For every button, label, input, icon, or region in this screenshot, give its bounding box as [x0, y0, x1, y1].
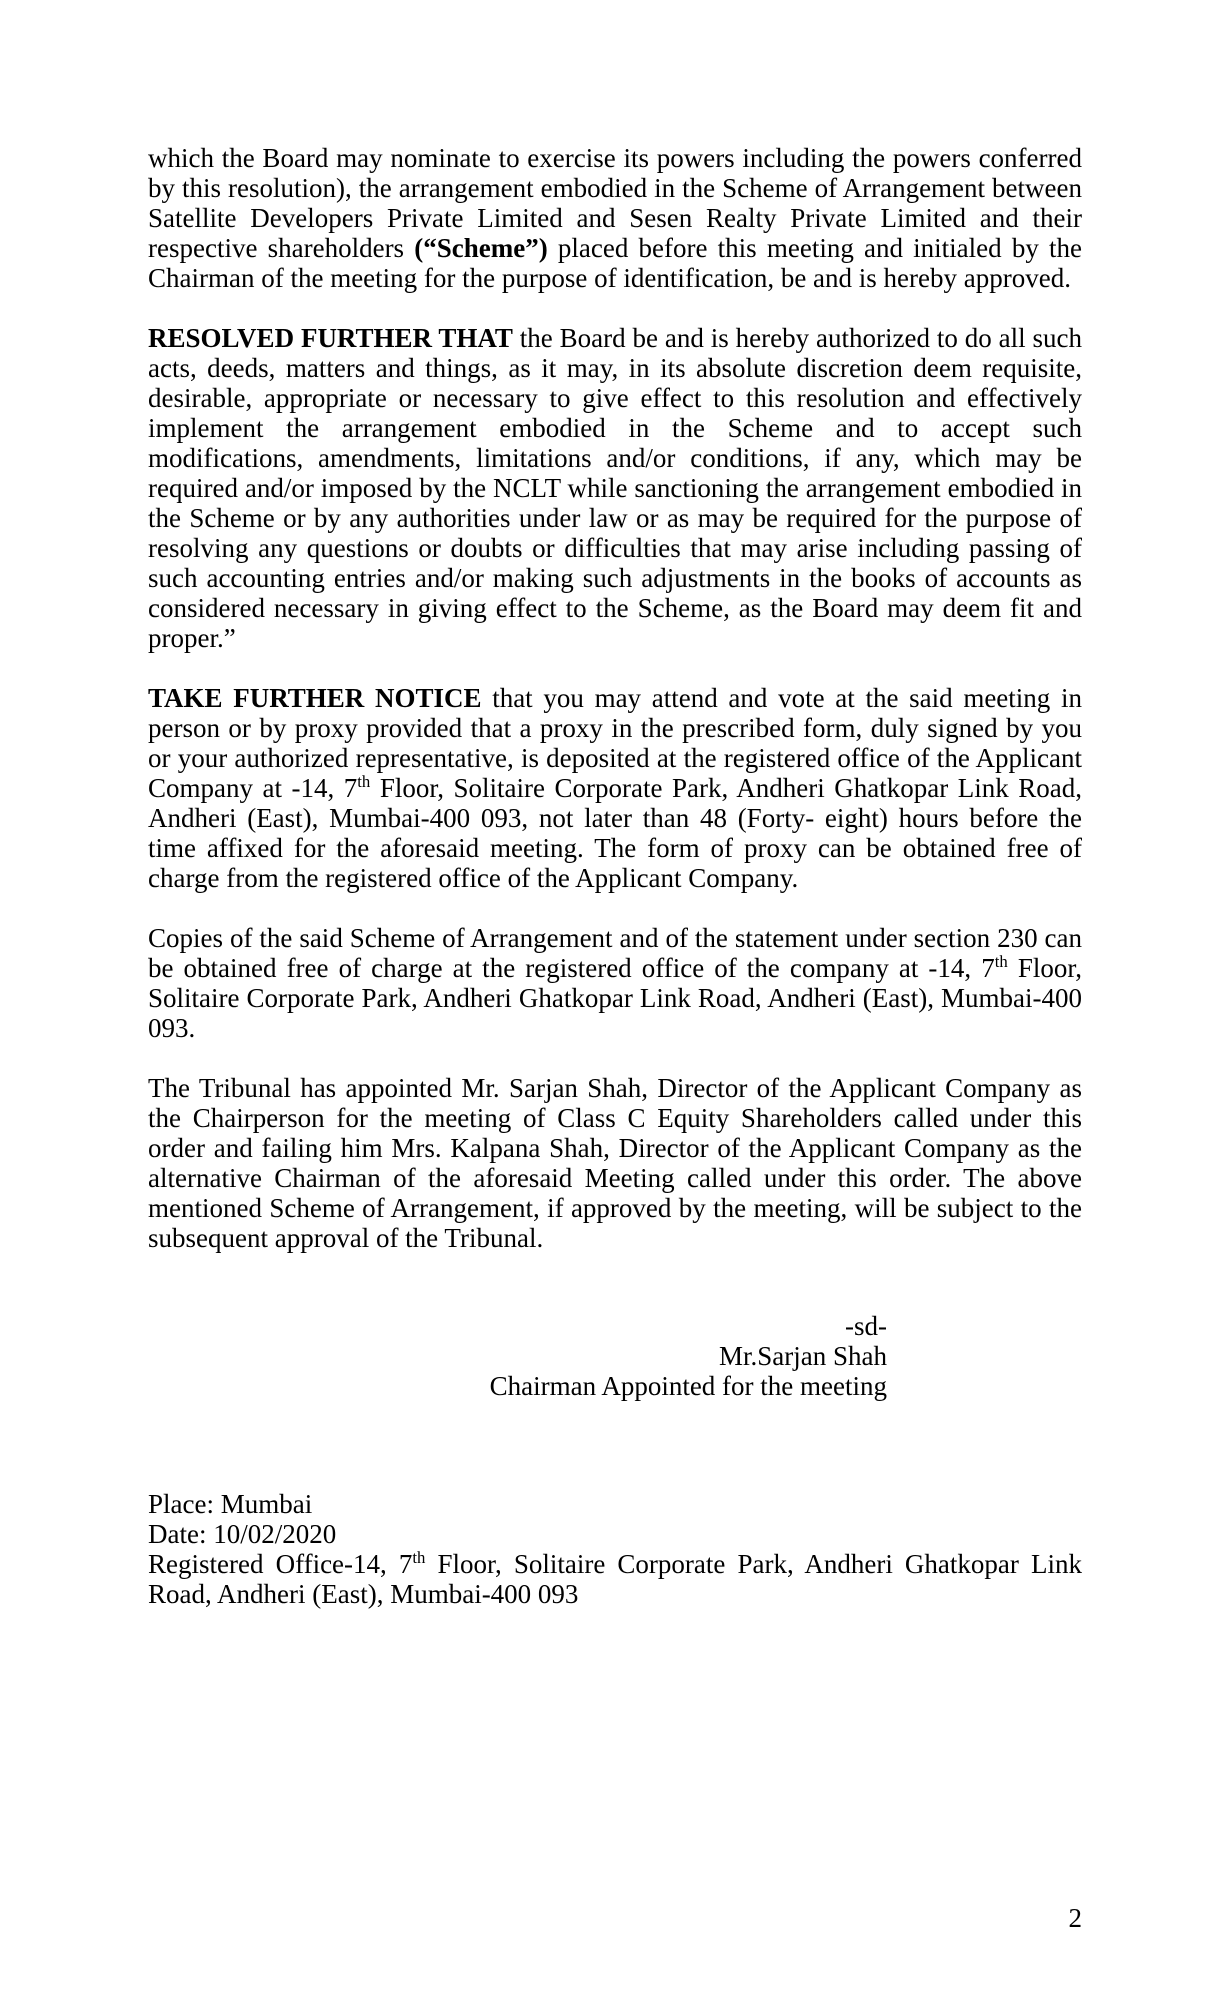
- signatory-title: Chairman Appointed for the meeting: [489, 1371, 887, 1401]
- para-copies-scheme: Copies of the said Scheme of Arrangement and of the statement under section 230 can be obtained free of charge at the registered office of the company at -14, 7th Floor, Solitaire Corporate Park, Andheri Ghatkopar Link Road, Andheri (East), Mumbai-400 093.: [148, 923, 1083, 1043]
- signatory-name: Mr.Sarjan Shah: [719, 1341, 887, 1371]
- signature-block: [148, 1311, 1082, 1401]
- date-line: Date: 10/02/2020: [148, 1519, 337, 1549]
- place-line: Place: Mumbai: [148, 1489, 313, 1519]
- page-number: 2: [1068, 1903, 1082, 1933]
- para-resolved-further-that: RESOLVED FURTHER THAT the Board be and is hereby authorized to do all such acts, deeds, matters and things, as it may, in its absolute discretion deem requisite, desirable, appropriate or necessary to give effect to this resolution and effectively implement the arrangement embodied in the Scheme and to accept such modifications, amendments, limitations and/or conditions, if any, which may be required and/or imposed by the NCLT while sanctioning the arrangement embodied in the Scheme or by any authorities under law or as may be required for the purpose of resolving any questions or doubts or difficulties that may arise including passing of such accounting entries and/or making such adjustments in the books of accounts as considered necessary in giving effect to the Scheme, as the Board may deem fit and proper.”: [148, 323, 1082, 653]
- registered-office-line: Registered Office-14, 7th Floor, Solitaire Corporate Park, Andheri Ghatkopar Link Road, Andheri (East), Mumbai-400 093: [148, 1548, 1082, 1609]
- para-take-further-notice: TAKE FURTHER NOTICE that you may attend and vote at the said meeting in person or by proxy provided that a proxy in the prescribed form, duly signed by you or your authorized representative, is deposited at the registered office of the Applicant Company at -14, 7th Floor, Solitaire Corporate Park, Andheri Ghatkopar Link Road, Andheri (East), Mumbai-400 093, not later than 48 (Forty- eight) hours before the time affixed for the aforesaid meeting. The form of proxy can be obtained free of charge from the registered office of the Applicant Company.: [148, 683, 1082, 893]
- footer-block: [148, 1489, 1082, 1609]
- para-scheme-approval: which the Board may nominate to exercise its powers including the powers conferred by this resolution), the arrangement embodied in the Scheme of Arrangement between Satellite Developers Private Limited and Sesen Realty Private Limited and their respective shareholders (“Scheme”) placed before this meeting and initialed by the Chairman of the meeting for the purpose of identification, be and is hereby approved.: [148, 143, 1082, 293]
- para-tribunal-appointment: The Tribunal has appointed Mr. Sarjan Shah, Director of the Applicant Company as the Chairperson for the meeting of Class C Equity Shareholders called under this order and failing him Mrs. Kalpana Shah, Director of the Applicant Company as the alternative Chairman of the aforesaid Meeting called under this order. The above mentioned Scheme of Arrangement, if approved by the meeting, will be subject to the subsequent approval of the Tribunal.: [148, 1073, 1082, 1253]
- signature-sd: -sd-: [845, 1311, 887, 1341]
